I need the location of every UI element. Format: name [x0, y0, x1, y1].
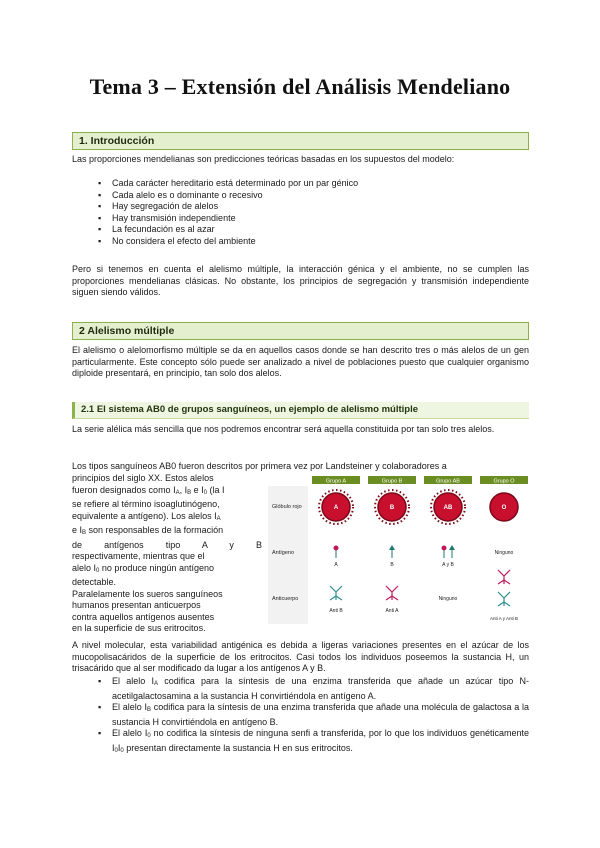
cell-group-a — [319, 490, 353, 524]
antigen-ab-b-icon — [449, 545, 455, 550]
list-item: ▪ No considera el efecto del ambiente — [94, 236, 514, 248]
antibody-label-ab: Ninguno — [438, 596, 458, 602]
list-item: ▪ La fecundación es al azar — [94, 224, 514, 236]
abo-blood-groups-figure — [268, 474, 530, 626]
list-item: ▪ Cada alelo es o dominante o recesivo — [94, 190, 514, 202]
allele-function-list — [94, 676, 529, 757]
list-item: ▪ El alelo IA codifica para la síntesis de una enzima transferida que añade un azúcar tipo N-acetilgalactosamina a la sustancia H convirtiéndola en antígeno A. — [94, 676, 529, 702]
alleles-wrapped-paragraph: principios del siglo XX. Estos alelos fueron designados como IA, IB e I0 (la I se refiere al término isoaglutinógeno, equivalente a antígeno). Los alelos IA e IB son responsables de la formación de antígenos tipo A y B respectivamente, mientras que el alelo I0 no produce ningún antígeno detectable. Paralelamente los sueros sanguíneos humanos presentan anticuerpos contra aquellos antígenos ausentes en la superficie de sus eritrocitos. — [72, 473, 262, 633]
section-heading-alelismo: 2 Alelismo múltiple — [72, 322, 529, 340]
landsteiner-line: Los tipos sanguíneos AB0 fueron descritos por primera vez por Landsteiner y colaboradores a — [72, 461, 447, 471]
antigen-label-a: A — [334, 562, 338, 568]
group-headers — [312, 476, 528, 485]
section-heading-introduccion: 1. Introducción — [72, 132, 529, 150]
intro-paragraph: Las proporciones mendelianas son predicciones teóricas basadas en los supuestos del modelo: — [72, 154, 455, 164]
cell-label-a: A — [333, 505, 339, 511]
list-item: ▪ Hay transmisión independiente — [94, 213, 514, 225]
cell-label-o: O — [501, 505, 507, 511]
antigens — [334, 545, 514, 568]
row-label-antigeno: Antígeno — [272, 550, 295, 556]
antibody-label-a: Anti B — [329, 608, 343, 614]
serie-alelica-paragraph: La serie alélica más sencilla que nos podremos encontrar será aquella constituida por tan solo tres alelos. — [72, 424, 495, 434]
molecular-paragraph: A nivel molecular, esta variabilidad antigénica es debida a ligeras variaciones presentes en el azúcar de los mucopolisacáridos de la superficie de los eritrocitos. Casi todos los individuos poseemos la sustancia H, un trisacárido que al ser modificado da lugar a los antígenos A y B. — [72, 640, 529, 673]
cell-label-b: B — [389, 505, 395, 511]
list-item: ▪ El alelo I0 no codifica la síntesis de ninguna senfi a transferida, por lo que los individuos genéticamente I0I0 presentan directamente la sustancia H en sus eritrocitos. — [94, 728, 529, 757]
antigen-ab-a-icon — [442, 546, 447, 551]
antigen-label-ab: A y B — [442, 562, 454, 568]
list-item: ▪ Cada carácter hereditario está determinado por un par génico — [94, 178, 514, 190]
header-group-ab: Grupo AB — [436, 478, 460, 485]
antibody-o-anti-b-icon — [498, 592, 510, 606]
antigen-label-o: Ninguno — [494, 550, 514, 556]
row-label-globulo: Glóbulo rojo — [272, 504, 302, 510]
page-title: Tema 3 – Extensión del Análisis Mendeliano — [89, 74, 511, 99]
list-item: ▪ Hay segregación de alelos — [94, 201, 514, 213]
closing-paragraph: Pero si tenemos en cuenta el alelismo múltiple, la interacción génica y el ambiente, no se cumplen las proporciones mendelianas clásicas. No obstante, los principios de segregación y transmisión independiente siguen siendo válidos. — [72, 264, 529, 297]
cell-label-ab: AB — [443, 505, 453, 511]
list-item: ▪ El alelo IB codifica para la síntesis de una enzima transferida que añade una molécula de galactosa a la sustancia H convirtiéndola en antígeno B. — [94, 702, 529, 728]
header-group-a: Grupo A — [325, 478, 347, 485]
model-assumptions-list — [94, 178, 514, 247]
antigen-a-icon — [334, 546, 339, 551]
subsection-heading-ab0: 2.1 El sistema AB0 de grupos sanguíneos, un ejemplo de alelismo múltiple — [72, 402, 529, 419]
row-label-anticuerpo: Anticuerpo — [272, 596, 299, 602]
cell-group-ab — [431, 490, 465, 524]
cell-group-o — [490, 493, 518, 521]
header-group-b: Grupo B — [381, 478, 403, 485]
header-group-o: Grupo O — [493, 478, 515, 485]
antigen-b-icon — [389, 545, 395, 550]
antibodies — [329, 570, 518, 621]
antibody-label-b: Anti A — [385, 608, 399, 614]
alelismo-paragraph: El alelismo o alelomorfismo múltiple se da en aquellos casos donde se han descrito tres o más alelos de un gen particularmente. Este concepto sólo puede ser analizado a nivel de poblaciones puesto que cualquier organismo diploide presentará, en principio, tan solo dos alelos. — [72, 345, 529, 378]
antibody-anti-b-icon — [330, 586, 342, 600]
antigen-label-b: B — [390, 562, 394, 568]
antibody-anti-a-icon — [386, 586, 398, 600]
antibody-o-anti-a-icon — [498, 570, 510, 584]
red-cells — [319, 490, 518, 524]
antibody-label-o: Anti A y Anti B — [489, 616, 519, 621]
cell-group-b — [375, 490, 409, 524]
